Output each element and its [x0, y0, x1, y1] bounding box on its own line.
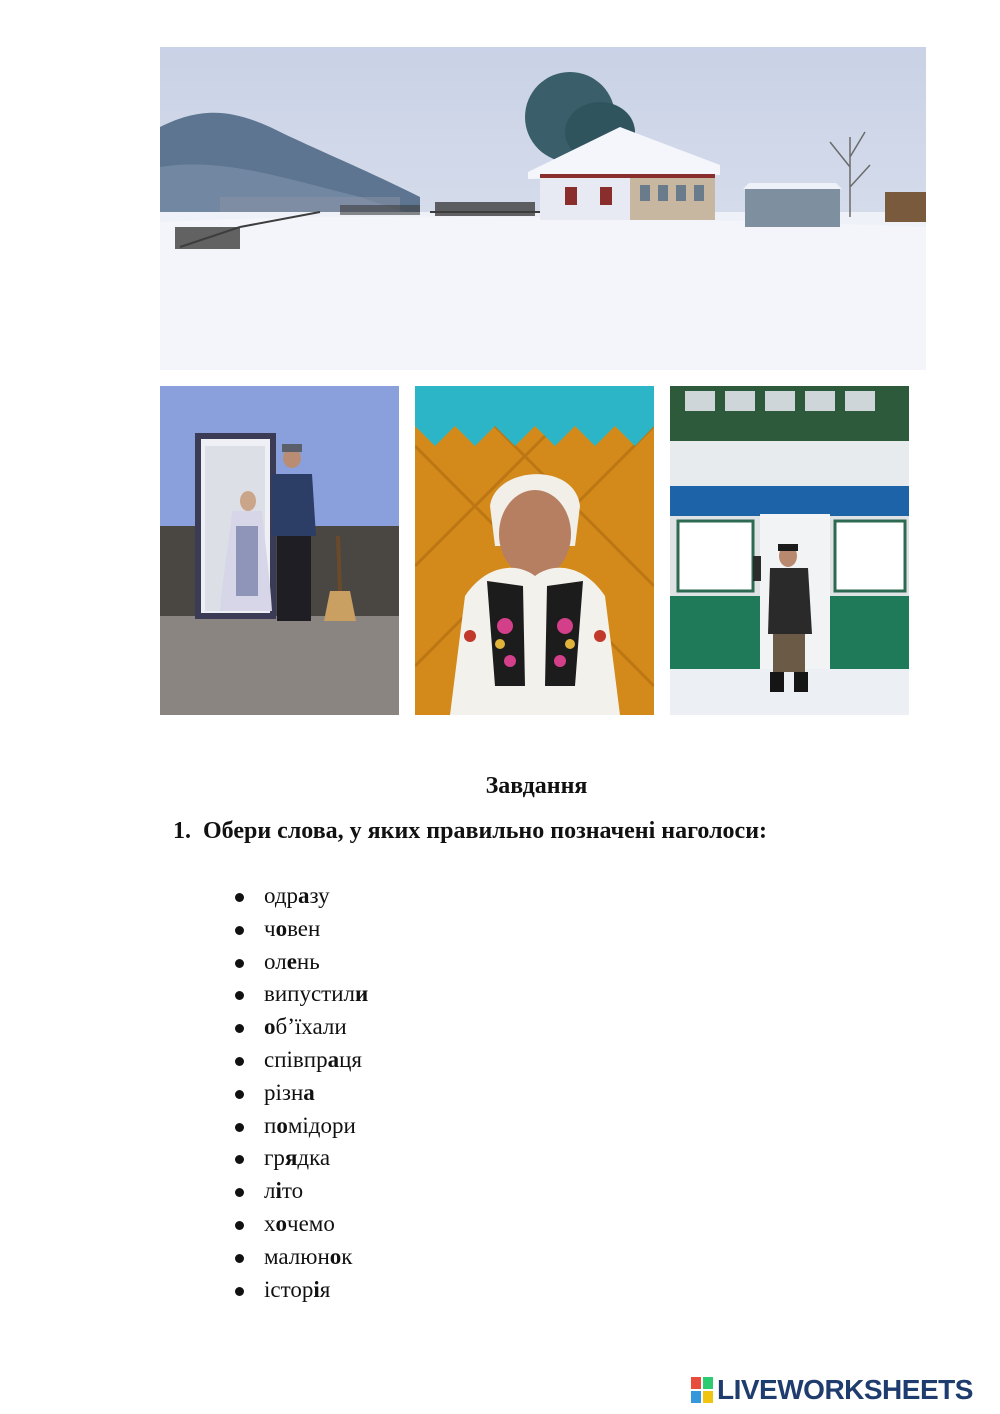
page-title: Завдання — [485, 773, 588, 799]
bullet-icon — [235, 1188, 244, 1197]
word-after-accent: мідори — [287, 1112, 356, 1138]
word-accent-letter: о — [276, 1112, 288, 1138]
bullet-icon — [235, 991, 244, 1000]
bullet-icon — [235, 1155, 244, 1164]
task-number: 1. — [173, 818, 191, 844]
word-after-accent: я — [319, 1276, 331, 1302]
word-before-accent: співпр — [264, 1046, 328, 1072]
word-after-accent: к — [341, 1243, 353, 1269]
word-accent-letter: о — [275, 915, 288, 941]
word-accent-letter: о — [329, 1243, 342, 1269]
word-after-accent: ця — [339, 1046, 362, 1072]
liveworksheets-logo-icon — [691, 1377, 713, 1403]
word-accent-letter: а — [327, 1046, 340, 1072]
word-before-accent: ол — [264, 948, 287, 974]
word-accent-letter: і — [313, 1276, 320, 1302]
word-before-accent: гр — [264, 1145, 285, 1171]
word-accent-letter: а — [298, 883, 310, 908]
word-item[interactable] — [0, 1077, 368, 1110]
word-before-accent: істор — [264, 1276, 314, 1302]
word-item[interactable] — [0, 1110, 368, 1143]
word-accent-letter: я — [284, 1145, 298, 1171]
bullet-icon — [235, 1024, 244, 1033]
word-item[interactable] — [0, 1011, 368, 1044]
word-after-accent: дка — [297, 1145, 331, 1171]
word-item[interactable] — [0, 880, 368, 913]
winter-village-photo — [160, 47, 926, 370]
bullet-icon — [235, 1221, 244, 1230]
bullet-icon — [235, 926, 244, 935]
word-after-accent: зу — [309, 883, 330, 908]
word-after-accent: вен — [287, 915, 321, 941]
man-waving-photo — [670, 386, 909, 715]
word-accent-letter: і — [275, 1178, 282, 1204]
word-before-accent: різн — [264, 1079, 304, 1105]
word-item[interactable] — [0, 1274, 368, 1307]
liveworksheets-brand — [691, 1374, 973, 1406]
word-item[interactable] — [0, 1142, 368, 1175]
word-before-accent: п — [264, 1112, 277, 1138]
word-after-accent: то — [281, 1178, 304, 1204]
bullet-icon — [235, 893, 244, 902]
word-item[interactable] — [0, 978, 368, 1011]
word-item[interactable] — [0, 1175, 368, 1208]
word-before-accent: одр — [264, 883, 299, 908]
word-before-accent: випустил — [264, 981, 356, 1007]
elderly-couple-photo — [160, 386, 399, 715]
word-item[interactable] — [0, 1241, 368, 1274]
word-accent-letter: о — [264, 1014, 276, 1040]
word-accent-letter: о — [275, 1210, 287, 1236]
word-after-accent: б’їхали — [275, 1014, 347, 1040]
word-before-accent: л — [264, 1178, 276, 1204]
word-after-accent: нь — [296, 948, 320, 974]
bullet-icon — [235, 1254, 244, 1263]
brand-name: LIVEWORKSHEETS — [717, 1374, 973, 1405]
word-item[interactable] — [0, 913, 368, 946]
word-before-accent: х — [264, 1210, 276, 1236]
bullet-icon — [235, 959, 244, 968]
task-instruction — [173, 818, 767, 845]
word-accent-letter: е — [286, 948, 297, 974]
word-after-accent: чемо — [287, 1210, 335, 1236]
word-item[interactable] — [0, 1044, 368, 1077]
word-accent-letter: а — [303, 1079, 315, 1105]
word-accent-letter: и — [355, 981, 369, 1007]
word-before-accent: ч — [264, 915, 276, 941]
bullet-icon — [235, 1090, 244, 1099]
task-text: Обери слова, у яких правильно позначені наголоси: — [203, 818, 768, 844]
word-list — [0, 880, 368, 1306]
elderly-woman-portrait-photo — [415, 386, 654, 715]
bullet-icon — [235, 1287, 244, 1296]
word-item[interactable] — [0, 1208, 368, 1241]
word-before-accent: малюн — [264, 1243, 330, 1269]
bullet-icon — [235, 1123, 244, 1132]
word-item[interactable] — [0, 946, 368, 979]
bullet-icon — [235, 1057, 244, 1066]
